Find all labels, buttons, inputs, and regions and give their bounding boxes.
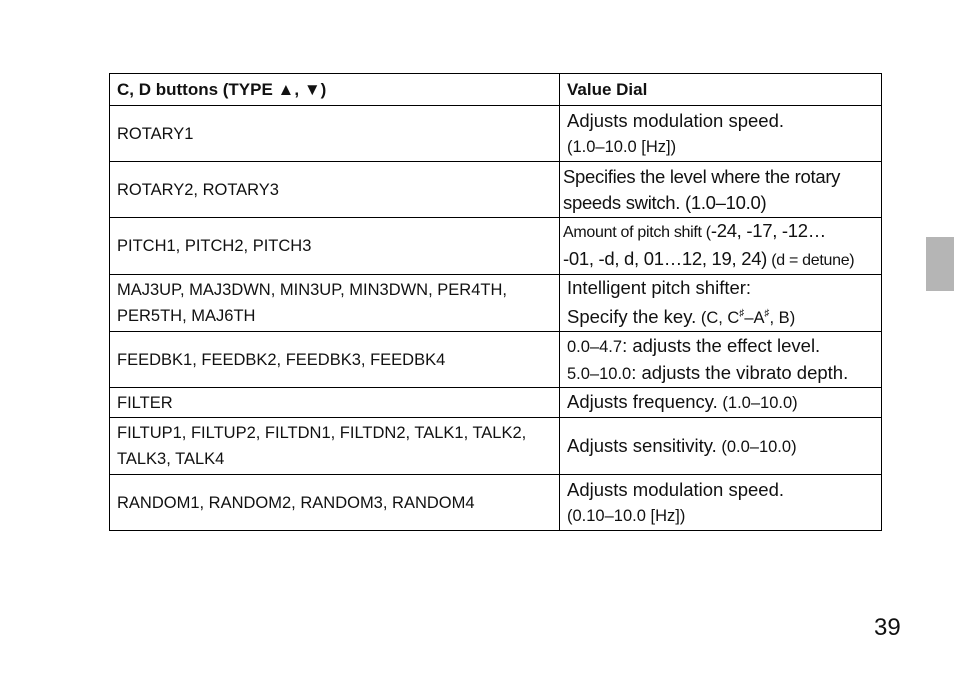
value-description: Intelligent pitch shifter: [567, 277, 752, 298]
effect-parameters-table [109, 73, 882, 531]
value-range: -01, -d, d, 01…12, 19, 24) [563, 248, 768, 269]
value-range: -24, -17, -12… [710, 220, 826, 241]
value-cell [560, 218, 882, 275]
value-cell [560, 475, 882, 531]
value-description: Adjusts sensitivity. [567, 434, 717, 456]
type-cell: ROTARY1 [110, 106, 560, 162]
type-cell: ROTARY2, ROTARY3 [110, 162, 560, 218]
value-range: 0.0–4.7 [567, 337, 623, 356]
type-cell: FILTER [110, 388, 560, 418]
type-cell: MAJ3UP, MAJ3DWN, MIN3UP, MIN3DWN, PER4TH, PER5TH, MAJ6TH [110, 275, 560, 332]
sharp-symbol: ♯ [764, 308, 770, 319]
table-row [110, 106, 882, 162]
value-cell [560, 275, 882, 332]
value-cell [560, 106, 882, 162]
table-row [110, 475, 882, 531]
header-value-column: Value Dial [560, 74, 882, 106]
value-description: Adjusts frequency. [567, 391, 718, 412]
table-header-row [110, 74, 882, 106]
chapter-tab-marker [926, 237, 954, 291]
value-description: Amount of pitch shift ( [563, 224, 711, 241]
type-cell: FILTUP1, FILTUP2, FILTDN1, FILTDN2, TALK1, TALK2, TALK3, TALK4 [110, 418, 560, 475]
value-description: Adjusts modulation speed. [567, 109, 784, 131]
value-range: 5.0–10.0 [567, 364, 632, 383]
value-description: : adjusts the vibrato depth. [631, 361, 849, 383]
value-range: (0.10–10.0 [Hz]) [567, 506, 686, 525]
type-cell: PITCH1, PITCH2, PITCH3 [110, 218, 560, 275]
sharp-symbol: ♯ [739, 308, 745, 319]
value-range: (0.0–10.0) [716, 437, 797, 456]
value-cell [560, 418, 882, 475]
table-row [110, 275, 882, 332]
table-row [110, 418, 882, 475]
table-row [110, 162, 882, 218]
value-range: (1.0–10.0 [Hz]) [567, 137, 677, 156]
value-instruction: Specify the key. [567, 306, 697, 327]
type-cell: FEEDBK1, FEEDBK2, FEEDBK3, FEEDBK4 [110, 332, 560, 388]
value-range: (C, C♯–A♯, B) [696, 308, 796, 327]
value-cell [560, 388, 882, 418]
value-description: : adjusts the effect level. [622, 334, 821, 356]
page-number: 39 [874, 614, 901, 641]
table-row [110, 218, 882, 275]
table-row [110, 388, 882, 418]
header-type-column: C, D buttons (TYPE ▲, ▼) [110, 74, 560, 106]
table-row [110, 332, 882, 388]
value-range: (1.0–10.0) [717, 394, 798, 412]
value-note: (d = detune) [767, 252, 855, 269]
value-description: Adjusts modulation speed. [567, 478, 784, 500]
value-cell [560, 332, 882, 388]
value-cell: Specifies the level where the rotary speeds switch. (1.0–10.0) [560, 162, 882, 218]
type-cell: RANDOM1, RANDOM2, RANDOM3, RANDOM4 [110, 475, 560, 531]
